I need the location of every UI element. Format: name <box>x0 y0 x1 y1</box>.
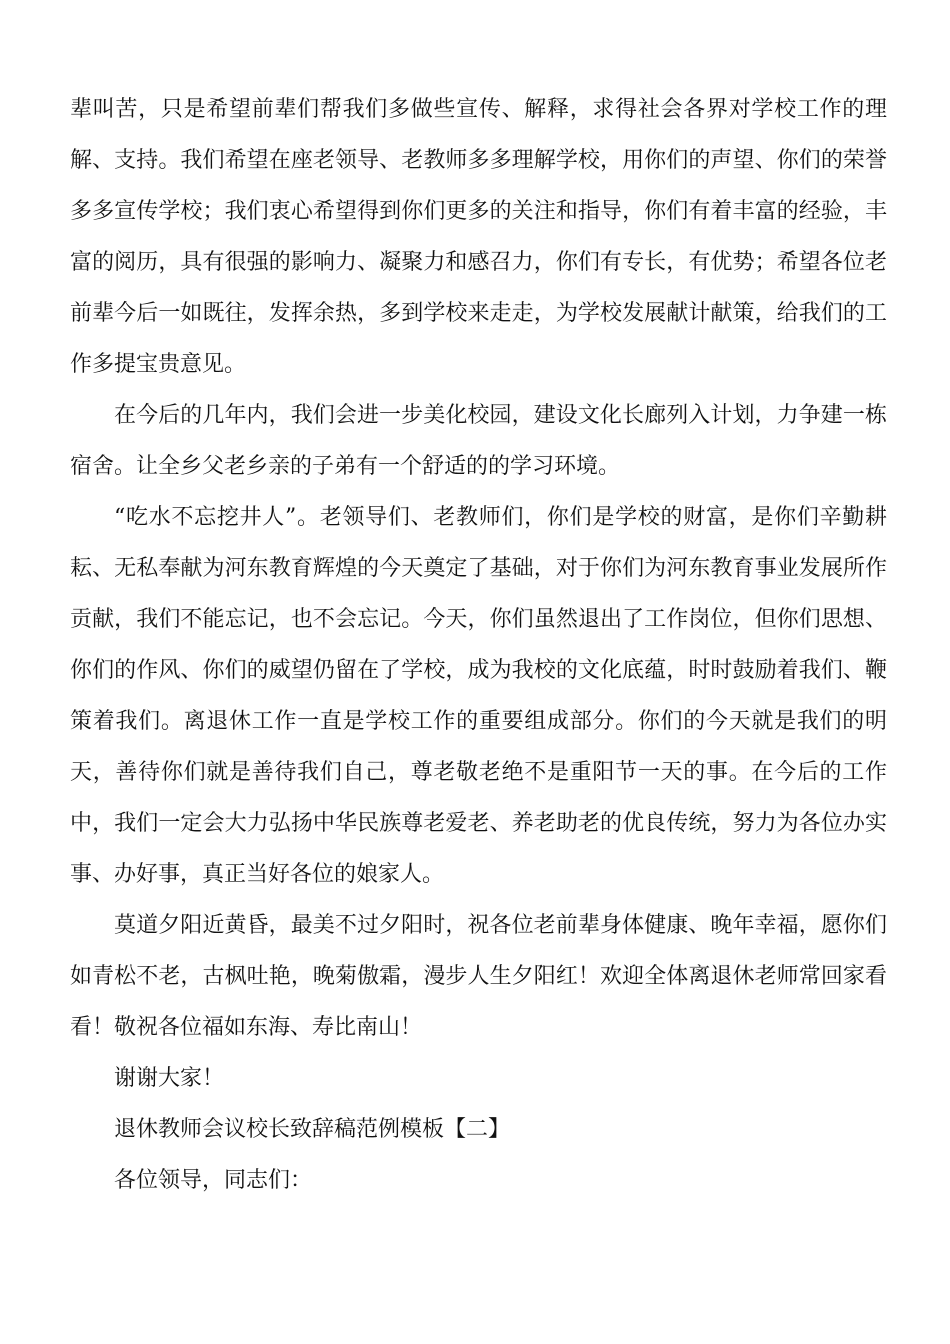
paragraph-campus-plan: 在今后的几年内，我们会进一步美化校园，建设文化长廊列入计划，力争建一栋宿舍。让全乡父老乡亲的子弟有一个舒适的的学习环境。 <box>70 403 887 479</box>
paragraph-gratitude: “吃水不忘挖井人”。老领导们、老教师们，你们是学校的财富，是你们辛勤耕耘、无私奉献为河东教育辉煌的今天奠定了基础，对于你们为河东教育事业发展所作贡献，我们不能忘记，也不会忘记。今天，你们虽然退出了工作岗位，但你们思想、你们的作风、你们的威望仍留在了学校，成为我校的文化底蕴，时时鼓励着我们、鞭策着我们。离退休工作一直是学校工作的重要组成部分。你们的今天就是我们的明天，善待你们就是善待我们自己，尊老敬老绝不是重阳节一天的事。在今后的工作中，我们一定会大力弘扬中华民族尊老爱老、养老助老的优良传统，努力为各位办实事、办好事，真正当好各位的娘家人。 <box>70 505 887 887</box>
paragraph-continuation: 辈叫苦，只是希望前辈们帮我们多做些宣传、解释，求得社会各界对学校工作的理解、支持。我们希望在座老领导、老教师多多理解学校，用你们的声望、你们的荣誉多多宣传学校；我们衷心希望得到你们更多的关注和指导，你们有着丰富的经验，丰富的阅历，具有很强的影响力、凝聚力和感召力，你们有专长，有优势；希望各位老前辈今后一如既往，发挥余热，多到学校来走走，为学校发展献计献策，给我们的工作多提宝贵意见。 <box>70 97 887 377</box>
paragraph-blessing: 莫道夕阳近黄昏，最美不过夕阳时，祝各位老前辈身体健康、晚年幸福，愿你们如青松不老，古枫吐艳，晚菊傲霜，漫步人生夕阳红！欢迎全体离退休老师常回家看看！敬祝各位福如东海、寿比南山！ <box>70 913 887 1040</box>
section-heading: 退休教师会议校长致辞稿范例模板【二】 <box>114 1117 511 1142</box>
document-body <box>70 84 887 1206</box>
salutation: 各位领导，同志们： <box>114 1168 313 1193</box>
paragraph-thanks: 谢谢大家！ <box>114 1066 225 1091</box>
